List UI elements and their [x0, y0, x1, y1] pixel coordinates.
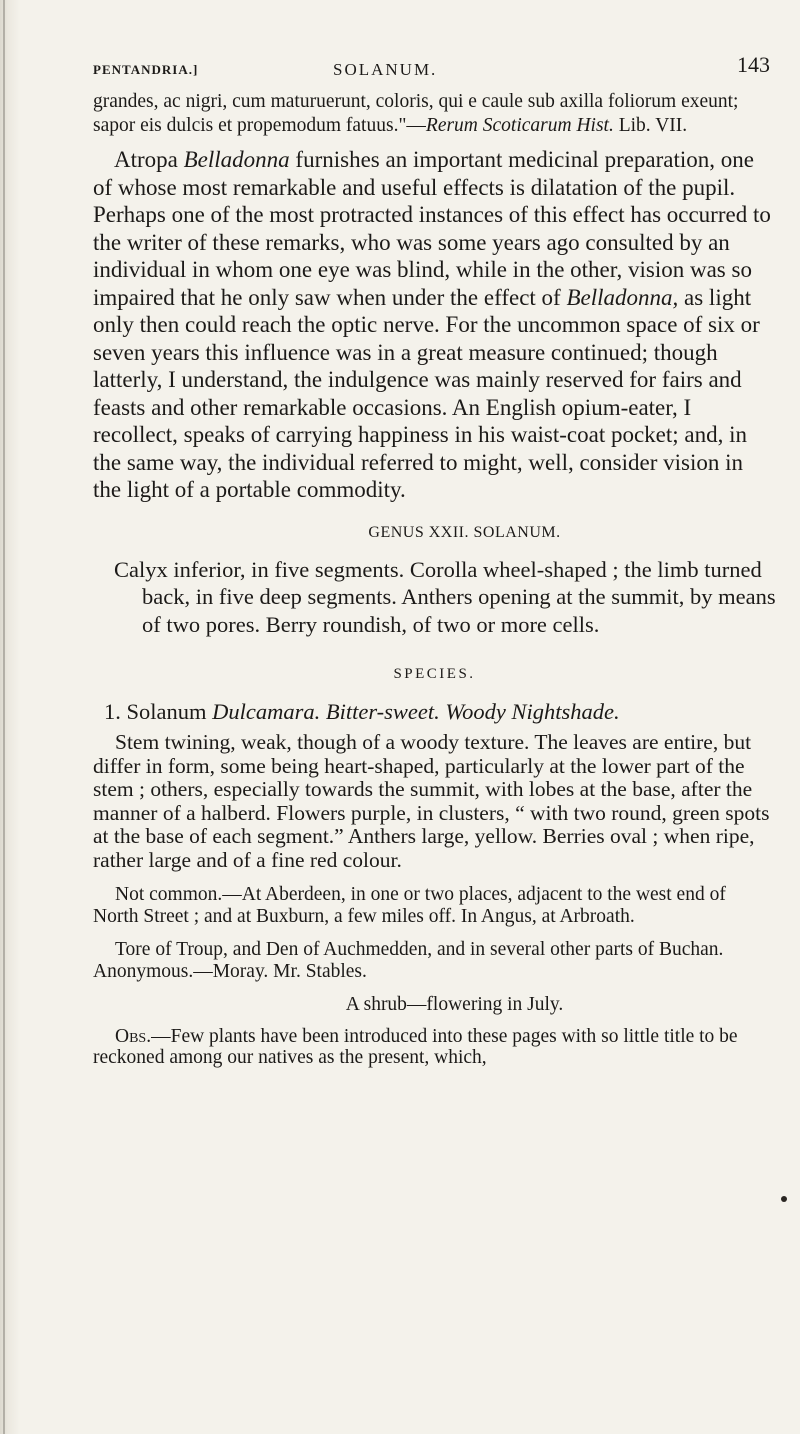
running-head-title: SOLANUM. — [333, 60, 438, 79]
latin-quote-source-tail: Lib. VII. — [618, 115, 688, 136]
observation — [93, 1026, 776, 1069]
species-number: 1. — [104, 699, 121, 724]
species-description: Stem twining, weak, though of a woody texture. The leaves are entire, but differ in form, some being heart-shaped, particularly at the lower part of the stem ; others, especially towards the summit, with lobes at the base, after the manner of a halberd. Flowers purple, in clusters, “ with two round, green spots at the base of each segment.” Anthers large, yellow. Berries oval ; when ripe, rather large and of a fine red colour. — [93, 730, 770, 872]
localities: Not common.—At Aberdeen, in one or two places, adjacent to the west end of North Street ; and at Buxburn, a few miles off. In Angus, at Arbroath. — [93, 884, 726, 927]
flowering-note: A shrub—flowering in July. — [345, 994, 564, 1015]
species-common-name-2: Woody Nightshade. — [445, 699, 620, 724]
species-epithet: Dulcamara. — [212, 699, 321, 724]
belladonna-text-1: furnishes an important medicinal preparation, one of whose most remarkable and useful effects is dilatation of the pupil. Perhaps one of the most protracted instances of this effect has occurred to the writer of these remarks, who was some years ago consulted by an individual in whom one eye was blind, while in the other, vision was so impaired that he only saw when under the effect of — [93, 147, 771, 310]
belladonna-name: Belladonna — [183, 147, 290, 172]
running-head-section: PENTANDRIA.] — [93, 62, 199, 77]
binding-gutter — [3, 0, 5, 1434]
observation-text: —Few plants have been introduced into these pages with so little title to be reckoned among our natives as the present, which, — [93, 1025, 738, 1068]
belladonna-lead: Atropa — [114, 147, 184, 172]
latin-quotation — [93, 90, 776, 138]
page-number: 143 — [737, 52, 770, 77]
belladonna-name-2: Belladonna, — [566, 284, 679, 310]
observation-label: Obs. — [115, 1025, 152, 1047]
body-text — [93, 90, 776, 1069]
genus-description: Calyx inferior, in five segments. Corolla wheel-shaped ; the limb turned back, in five deep segments. Anthers opening at the summit, by means of two pores. Berry roundish, of two or more cells. — [114, 556, 776, 637]
latin-quote-text: grandes, ac nigri, cum maturuerunt, coloris, qui e caule sub axilla foliorum exeunt; sapor eis dulcis et propemodum fatuus."— — [93, 91, 739, 136]
species-common-name-1: Bitter-sweet. — [325, 699, 440, 724]
belladonna-text-2: as light only then could reach the optic nerve. For the uncommon space of six or seven years this influence was in a great measure continued; though latterly, I understand, the indulgence was mainly reserved for fairs and feasts and other remarkable occasions. An English opium-eater, I recollect, speaks of carrying happiness in his waist-coat pocket; and, in the same way, the individual referred to might, well, consider vision in the light of a portable commodity. — [93, 284, 760, 502]
latin-quote-source: Rerum Scoticarum Hist. — [425, 115, 614, 136]
ink-speck — [781, 1196, 787, 1202]
localities-buchan: Tore of Troup, and Den of Auchmedden, and in several other parts of Buchan. Anonymous.—Moray. Mr. Stables. — [93, 939, 724, 982]
species-heading: SPECIES. — [393, 666, 476, 682]
species-genus: Solanum — [126, 699, 207, 724]
species-title — [93, 699, 776, 725]
genus-heading: GENUS XXII. SOLANUM. — [368, 523, 561, 541]
belladonna-paragraph — [93, 146, 776, 504]
running-head — [93, 52, 770, 82]
